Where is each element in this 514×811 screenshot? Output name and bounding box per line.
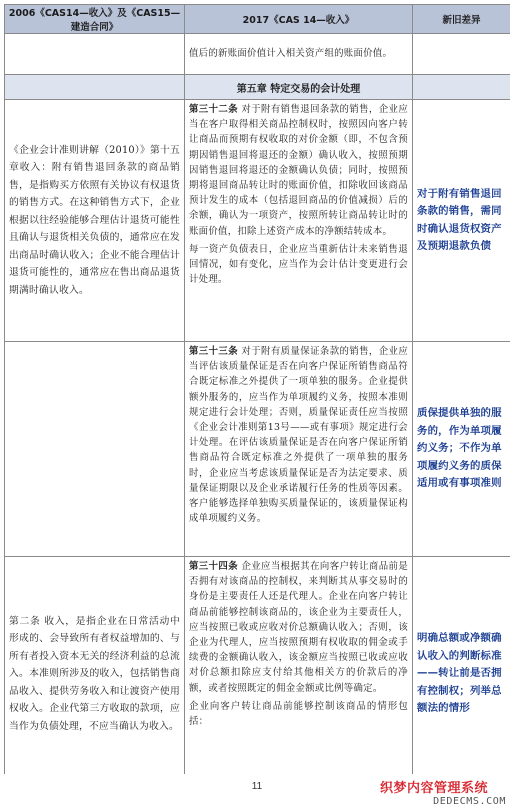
- cell-old-text: [5, 100, 185, 342]
- continued-text: 值后的新账面价值计入相关资产组的账面价值。: [189, 48, 393, 60]
- article-32: [189, 102, 408, 239]
- article-body: 对于附有销售退回条款的销售，企业应当在客户取得相关商品控制权时，按照因向客户转让商品而预期有权收取的对价金额（即，不包含预期因销售退回将退还的金额）确认收入，按照预期因销售退回将退还的金额确认负债；同时，按照预期将退回商品转让时的账面价值，扣除收回该商品预计发生的成本（包括退回商品的价值减损）后的余额，确认为一项资产，按照所转让商品转让时的账面价值，扣除上述资产成本的净额结转成本。: [189, 104, 408, 237]
- article-33: [189, 344, 408, 526]
- comparison-sheet: [4, 4, 510, 774]
- cell-new-text: [185, 557, 413, 775]
- article-heading: 第三十二条: [189, 104, 239, 115]
- cell-old-text: [5, 557, 185, 775]
- cell-empty: [413, 34, 511, 75]
- article-body: 对于附有质量保证条款的销售，企业应当评估该质量保证是否在向客户保证所销售商品符合既定标准之外提供了一项单独的服务。企业提供额外服务的，应当作为单项履约义务，按照本准则规定进行会计处理；否则，质量保证责任应当按照《企业会计准则第13号——或有事项》规定进行会计处理。在评估该质量保证是否在向客户保证所销售商品符合既定标准之外提供了一项单独的服务时，企业应当考虑该质量保证是否为法定要求、质量保证期限以及企业承诺履行任务的性质等因素。客户能够选择单独购买质量保证的，该质量保证构成单项履约义务。: [189, 346, 408, 525]
- table-row: [5, 34, 511, 75]
- header-old-standard: 2006《CAS14—收入》及《CAS15—建造合同》: [5, 5, 185, 34]
- cell-difference: [413, 342, 511, 557]
- table-row: [5, 342, 511, 557]
- difference-text: 明确总额或净额确认收入的判断标准——转让前是否拥有控制权；列举总额法的情形: [417, 632, 502, 715]
- chapter-row: [5, 75, 511, 100]
- cell-new-text: [185, 100, 413, 342]
- difference-text: 质保提供单独的服务的，作为单项履约义务；不作为单项履约义务的质保适用或有事项准则: [417, 407, 502, 490]
- chapter-title: 第五章 特定交易的会计处理: [185, 75, 413, 100]
- watermark-title: 织梦内容管理系统: [380, 781, 489, 796]
- cell-empty: [5, 34, 185, 75]
- cell-shaded: [413, 75, 511, 100]
- watermark-logo: [380, 782, 510, 808]
- cell-difference: [413, 557, 511, 775]
- article-heading: 第三十三条: [189, 346, 239, 357]
- old-standard-text: 第二条 收入，是指企业在日常活动中形成的、会导致所有者权益增加的、与所有者投入资本无关的经济利益的总流入。本准则所涉及的收入，包括销售商品收入、提供劳务收入和让渡资产使用权收入。企业代第三方收取的款项，应当作为负债处理，不应当确认为收入。: [9, 615, 180, 732]
- page-number: 11: [251, 781, 263, 792]
- article-body: 企业应当根据其在向客户转让商品前是否拥有对该商品的控制权，来判断其从事交易时的身份是主要责任人还是代理人。企业在向客户转让商品前能够控制该商品的，该企业为主要责任人，应当按照已收或应收对价总额确认收入；否则，该企业为代理人，应当按照预期有权收取的佣金或手续费的金额确认收入，该金额应当按照已收或应收对价总额扣除应支付给其他相关方的价款后的净额，或者按照既定的佣金金额或比例等确定。: [189, 561, 408, 694]
- article-34: [189, 559, 408, 696]
- header-new-standard: 2017《CAS 14—收入》: [185, 5, 413, 34]
- table-row: [5, 557, 511, 775]
- old-standard-text: 《企业会计准则讲解（2010）》第十五章收入：附有销售退回条款的商品销售，是指购买方依照有关协议有权退货的销售方式。在这种销售方式下，企业根据以往经验能够合理估计退货可能性且确认与退货相关负债的，通常应在发出商品时确认收入；企业不能合理估计退货可能性的，通常应在售出商品退货期满时确认收入。: [9, 144, 180, 296]
- cell-difference: [413, 100, 511, 342]
- article-34-extra: 企业向客户转让商品前能够控制该商品的情形包括：: [189, 700, 408, 728]
- difference-text: 对于附有销售退回条款的销售，需同时确认退货权资产及预期退款负债: [417, 187, 502, 252]
- article-32-extra: 每一资产负债表日，企业应当重新估计未来销售退回情况，如有变化，应当作为会计估计变更进行会计处理。: [189, 243, 408, 286]
- cell-new-text: [185, 342, 413, 557]
- comparison-table: [4, 4, 510, 774]
- header-differences: 新旧差异: [413, 5, 511, 34]
- article-heading: 第三十四条: [189, 561, 239, 572]
- table-row: [5, 100, 511, 342]
- cell-old-text: [5, 342, 185, 557]
- watermark-domain: DEDECMS.COM: [433, 796, 506, 807]
- table-header-row: [5, 5, 511, 34]
- cell-shaded: [5, 75, 185, 100]
- cell-new-text: [185, 34, 413, 75]
